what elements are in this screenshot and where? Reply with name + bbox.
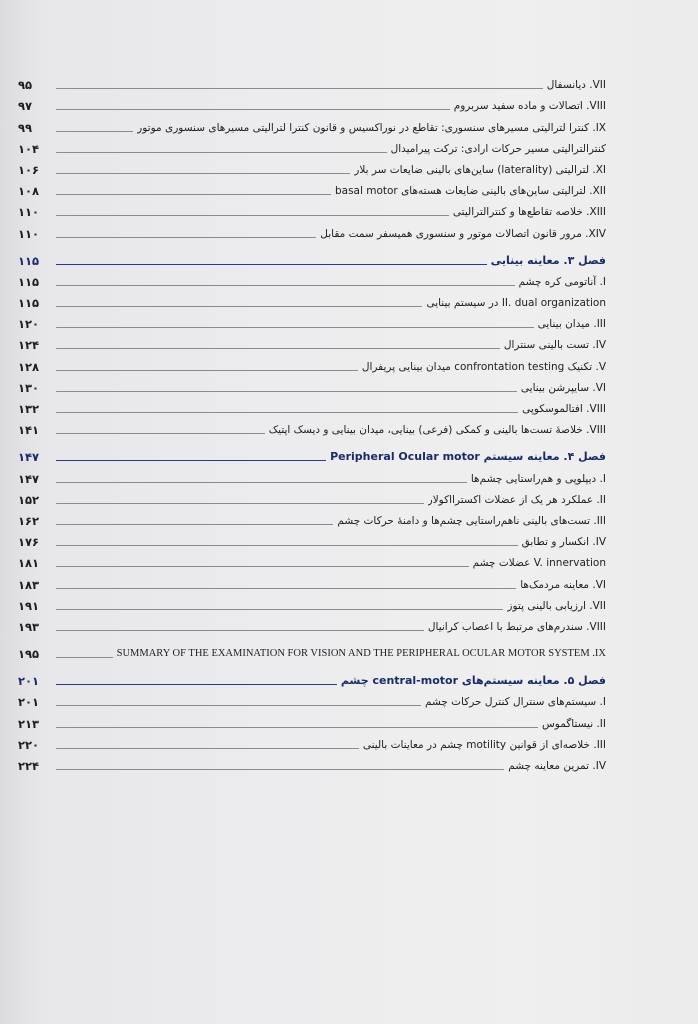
page-number: ۱۱۵: [18, 274, 40, 289]
page-number: ۱۲۰: [18, 317, 40, 332]
entry-title: III. میدان بینایی: [537, 318, 606, 331]
entry-title: IV. تست بالینی سنترال: [503, 339, 606, 352]
chapter-title: فصل ۴. معاینه سیستم Peripheral Ocular motor: [330, 450, 606, 464]
toc-entry: [18, 571, 606, 592]
toc-entry: [18, 375, 606, 396]
leader-line: [56, 588, 516, 589]
leader-line: [56, 545, 518, 546]
leader-line: [56, 131, 133, 132]
page-number: ۱۴۷: [18, 471, 40, 486]
entry-title: XIV. مرور قانون اتصالات موتور و سنسوری همیسفر سمت مقابل: [320, 227, 606, 240]
toc-entry: [18, 753, 606, 774]
leader-line: [56, 412, 518, 413]
page-number: ۱۳۲: [18, 402, 40, 416]
leader-line: [56, 657, 113, 658]
entry-title: VII. ارزیابی بالینی پتوز: [507, 599, 606, 612]
leader-line: [56, 237, 316, 238]
entry-title: VIII. خلاصهٔ تست‌ها بالینی و کمکی (فرعی) بینایی، میدان بینایی و دیسک اپتیک: [268, 424, 606, 437]
chapter-title: فصل ۵. معاینه سیستم‌های central-motor چشم: [340, 674, 606, 688]
leader-line: [56, 194, 331, 195]
entry-title: II. عملکرد هر یک از عضلات اکسترااکولار: [427, 493, 606, 506]
page-number: ۱۱۰: [18, 205, 40, 220]
leader-line: [56, 460, 326, 461]
leader-line: [56, 630, 424, 631]
toc-entry: [18, 465, 606, 486]
page-number: ۱۸۳: [18, 577, 40, 592]
leader-line: [56, 327, 534, 328]
table-of-contents: [18, 72, 606, 774]
toc-entry: [18, 114, 606, 135]
page-number: ۲۲۴: [18, 759, 40, 773]
page-number: ۲۰۱: [18, 695, 40, 710]
toc-entry: [18, 311, 606, 332]
leader-line: [56, 88, 543, 89]
page-number: ۲۰۱: [18, 674, 40, 689]
chapter-heading: [18, 668, 606, 689]
entry-title: IV. انکسار و تطابق: [521, 536, 606, 549]
leader-line: [56, 285, 515, 286]
entry-title: VIII. اتصالات و ماده سفید سربروم: [453, 100, 606, 113]
toc-entry: [18, 220, 606, 241]
page-number: ۱۷۶: [18, 535, 40, 550]
leader-line: [56, 482, 467, 483]
entry-title: I. دیپلوپی و هم‌راستایی چشم‌ها: [470, 472, 606, 485]
toc-entry: [18, 593, 606, 614]
leader-line: [56, 152, 387, 153]
page-number: ۱۴۷: [18, 450, 40, 465]
entry-title: II. نیستاگموس: [541, 717, 606, 730]
toc-entry: [18, 290, 606, 311]
entry-title: SUMMARY OF THE EXAMINATION FOR VISION AND THE PERIPHERAL OCULAR MOTOR SYSTEM .IX: [116, 648, 606, 660]
leader-line: [56, 433, 265, 434]
leader-line: [56, 705, 421, 706]
leader-line: [56, 109, 450, 110]
leader-line: [56, 566, 469, 567]
toc-entry: [18, 732, 606, 753]
entry-title: VI. معاینه مردمک‌ها: [520, 578, 606, 591]
toc-entry: [18, 417, 606, 438]
page-number: ۱۵۲: [18, 492, 40, 507]
leader-line: [56, 684, 337, 685]
leader-line: [56, 306, 422, 307]
page-number: ۱۲۸: [18, 359, 40, 374]
page-number: ۹۷: [18, 99, 33, 114]
toc-entry: [18, 178, 606, 199]
entry-title: III. تست‌های بالینی ناهم‌راستایی چشم‌ها و دامنهٔ حرکات چشم: [337, 514, 606, 527]
page-number: ۱۸۱: [18, 556, 40, 571]
toc-entry: [18, 136, 606, 157]
leader-line: [56, 524, 333, 525]
page-number: ۱۹۱: [18, 598, 40, 613]
entry-title: کنترالترالیتی مسیر حرکات ارادی: ترکت پیرامیدال: [390, 142, 606, 155]
page-number: ۱۱۵: [18, 296, 40, 311]
entry-title: V. innervation عضلات چشم: [472, 557, 606, 570]
leader-line: [56, 391, 517, 392]
entry-title: VIII. افتالموسکوپی: [522, 403, 606, 415]
toc-entry: [18, 710, 606, 731]
page-number: ۱۰۴: [18, 141, 40, 156]
entry-title: XI. لترالیتی (laterality) ساین‌های بالینی ضایعات سر بلار: [354, 163, 606, 176]
toc-entry: [18, 614, 606, 635]
page-number: ۱۶۲: [18, 513, 40, 528]
toc-entry: [18, 641, 606, 662]
toc-entry: [18, 72, 606, 93]
page-number: ۱۱۵: [18, 253, 40, 268]
toc-entry: [18, 396, 606, 417]
page-number: ۱۹۳: [18, 619, 40, 634]
entry-title: XIII. خلاصه تقاطع‌ها و کنترالترالیتی: [452, 206, 606, 219]
page-number: ۱۲۴: [18, 338, 40, 353]
entry-title: IV. تمرین معاینه چشم: [508, 760, 606, 772]
chapter-title: فصل ۳. معاینه بینایی: [490, 253, 606, 267]
toc-entry: [18, 199, 606, 220]
entry-title: VII. دیانسفال: [546, 79, 606, 92]
entry-title: VIII. سندرم‌های مرتبط با اعصاب کرانیال: [427, 620, 606, 633]
leader-line: [56, 173, 350, 174]
leader-line: [56, 264, 487, 265]
leader-line: [56, 503, 424, 504]
toc-entry: [18, 487, 606, 508]
leader-line: [56, 748, 359, 749]
leader-line: [56, 348, 500, 349]
toc-entry: [18, 689, 606, 710]
toc-entry: [18, 508, 606, 529]
entry-title: I. سیستم‌های سنترال کنترل حرکات چشم: [424, 696, 606, 709]
entry-title: VI. سایپرشن بینایی: [520, 381, 606, 394]
page-number: ۲۲۰: [18, 737, 40, 752]
entry-title: IX. کنترا لترالیتی مسیرهای سنسوری: تقاطع در نوراکسیس و قانون کنترا لترالیتی مسیرهای سنسوری موتور: [137, 121, 606, 134]
entry-title: XII. لترالیتی ساین‌های بالینی ضایعات هسته‌های basal motor: [334, 185, 606, 198]
page-number: ۱۴۱: [18, 423, 40, 438]
entry-title: V. تکنیک confrontation testing میدان بینایی پریفرال: [361, 360, 606, 373]
page-number: ۱۱۰: [18, 226, 40, 241]
page-number: ۱۰۸: [18, 184, 40, 199]
toc-entry: [18, 353, 606, 374]
toc-entry: [18, 529, 606, 550]
entry-title: II. dual organization در سیستم بینایی: [426, 297, 606, 310]
page-number: ۹۹: [18, 120, 33, 135]
page-number: ۹۵: [18, 78, 33, 93]
chapter-heading: [18, 444, 606, 465]
entry-title: III. خلاصه‌ای از قوانین motility چشم در معاینات بالینی: [362, 738, 606, 751]
entry-title: I. آناتومی کره چشم: [518, 275, 606, 288]
leader-line: [56, 727, 538, 728]
leader-line: [56, 215, 449, 216]
toc-entry: [18, 332, 606, 353]
toc-entry: [18, 93, 606, 114]
toc-entry: [18, 157, 606, 178]
page-number: ۱۹۵: [18, 647, 40, 662]
page-number: ۲۱۳: [18, 716, 40, 731]
leader-line: [56, 370, 358, 371]
page-number: ۱۳۰: [18, 380, 40, 395]
toc-entry: [18, 269, 606, 290]
leader-line: [56, 769, 504, 770]
chapter-heading: [18, 248, 606, 269]
toc-entry: [18, 550, 606, 571]
page-number: ۱۰۶: [18, 162, 40, 177]
leader-line: [56, 609, 503, 610]
